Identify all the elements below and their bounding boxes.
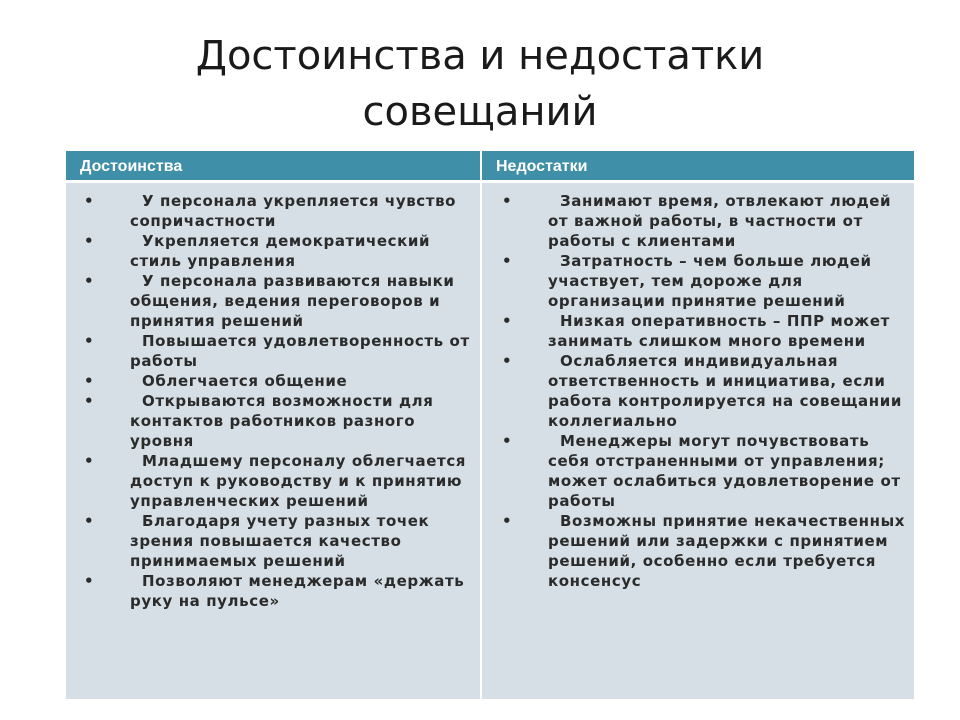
- disadvantages-list: [498, 191, 908, 591]
- advantage-item: [80, 331, 472, 371]
- disadvantage-item: [498, 431, 908, 511]
- disadvantage-item: [498, 191, 908, 251]
- advantage-item-text: Открываются возможности для контактов работников разного уровня: [130, 392, 434, 450]
- advantage-item-text: Повышается удовлетворенность от работы: [130, 332, 470, 370]
- disadvantage-item-text: Низкая оперативность – ППР может занимать слишком много времени: [548, 312, 890, 350]
- advantage-item: [80, 511, 472, 571]
- slide-title-line-2: совещаний: [362, 89, 598, 135]
- advantage-item-text: Позволяют менеджерам «держать руку на пульсе»: [130, 572, 465, 610]
- advantage-item: [80, 191, 472, 231]
- disadvantage-item-text: Ослабляется индивидуальная ответственность и инициатива, если работа контролируется на совещании коллегиально: [548, 352, 902, 430]
- advantages-header: Достоинства: [66, 151, 480, 183]
- advantage-item: [80, 391, 472, 451]
- advantage-item: [80, 371, 472, 391]
- disadvantage-item-text: Занимают время, отвлекают людей от важной работы, в частности от работы с клиентами: [548, 192, 892, 250]
- advantage-item-text: Младшему персоналу облегчается доступ к руководству и к принятию управленческих решений: [130, 452, 467, 510]
- advantage-item: [80, 451, 472, 511]
- comparison-table: [66, 151, 914, 699]
- disadvantage-item: [498, 351, 908, 431]
- advantage-item-text: Благодаря учету разных точек зрения повышается качество принимаемых решений: [130, 512, 430, 570]
- disadvantage-item: [498, 511, 908, 591]
- advantage-item-text: У персонала развиваются навыки общения, ведения переговоров и принятия решений: [130, 272, 455, 330]
- column-divider: [480, 151, 482, 699]
- disadvantage-item: [498, 251, 908, 311]
- disadvantage-item: [498, 311, 908, 351]
- slide-title: [0, 28, 960, 140]
- disadvantage-item-text: Возможны принятие некачественных решений или задержки с принятием решений, особенно если требуется консенсус: [548, 512, 906, 590]
- slide-title-line-1: Достоинства и недостатки: [195, 33, 765, 79]
- advantage-item-text: Укрепляется демократический стиль управления: [130, 232, 431, 270]
- advantage-item: [80, 231, 472, 271]
- advantages-list: [80, 191, 472, 611]
- disadvantage-item-text: Менеджеры могут почувствовать себя отстраненными от управления; может ослабиться удовлетворение от работы: [548, 432, 901, 510]
- disadvantage-item-text: Затратность – чем больше людей участвует, тем дороже для организации принятие решений: [548, 252, 872, 310]
- advantage-item-text: У персонала укрепляется чувство сопричастности: [130, 192, 457, 230]
- advantage-item: [80, 271, 472, 331]
- disadvantages-header: Недостатки: [482, 151, 914, 183]
- advantage-item: [80, 571, 472, 611]
- advantage-item-text: Облегчается общение: [142, 372, 348, 390]
